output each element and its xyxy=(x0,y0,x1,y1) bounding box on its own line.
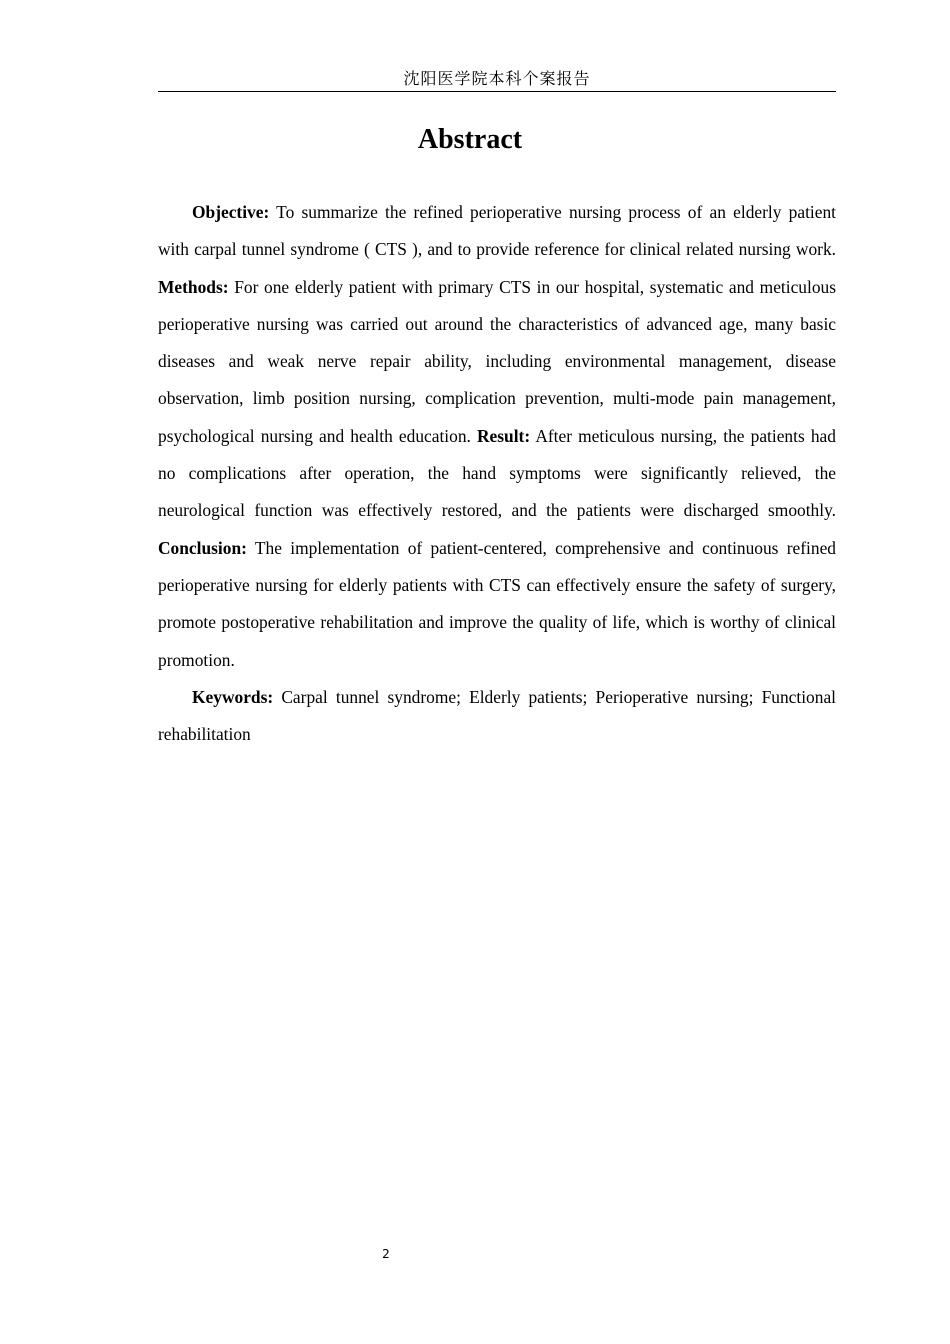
header-rule xyxy=(158,91,836,92)
result-text: After meticulous nursing, the patients had no complications after operation, the hand symptoms were significantly relieved, the neurological function was effectively restored, and the patients were discharged smoothly. xyxy=(158,425,836,521)
abstract-paragraph xyxy=(158,194,836,679)
methods-label: Methods: xyxy=(158,276,229,297)
keywords-text: Carpal tunnel syndrome; Elderly patients; Perioperative nursing; Functional rehabilitation xyxy=(158,686,836,745)
objective-label: Objective: xyxy=(192,202,270,222)
running-header: 沈阳医学院本科个案报告 xyxy=(403,69,591,88)
keywords-paragraph xyxy=(158,679,836,754)
abstract-title: Abstract xyxy=(417,124,523,155)
page-number: 2 xyxy=(382,1247,390,1261)
conclusion-label: Conclusion: xyxy=(158,537,247,558)
result-label: Result: xyxy=(477,425,531,446)
abstract-body xyxy=(158,194,836,753)
methods-text: For one elderly patient with primary CTS in our hospital, systematic and meticulous perioperative nursing was carried out around the characteristics of advanced age, many basic diseases and weak nerve repair ability, including environmental management, disease observation, limb position nursing, complication prevention, multi-mode pain management, psychological nursing and health education. xyxy=(158,276,836,446)
keywords-label: Keywords: xyxy=(192,686,274,707)
conclusion-text: The implementation of patient-centered, comprehensive and continuous refined perioperative nursing for elderly patients with CTS can effectively ensure the safety of surgery, promote postoperative rehabilitation and improve the quality of life, which is worthy of clinical promotion. xyxy=(158,537,836,670)
objective-text: To summarize the refined perioperative nursing process of an elderly patient with carpal tunnel syndrome ( CTS ), and to provide reference for clinical related nursing work. xyxy=(158,202,836,260)
